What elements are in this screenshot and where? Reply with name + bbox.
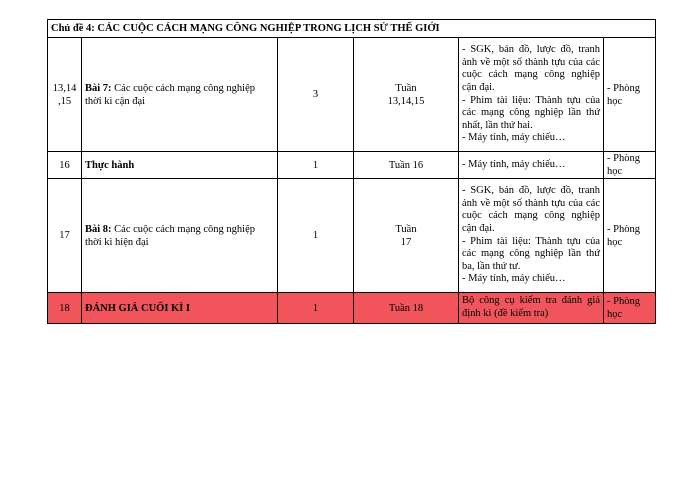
resource-item: - Phim tài liệu: Thành tựu của các mạng công nghiệp lần thứ ba, lần thứ tư. — [462, 235, 600, 272]
resources — [459, 152, 604, 179]
lesson-label: Bài 7: — [85, 82, 112, 94]
resource-item: - Phim tài liệu: Thành tựu của các mạng công nghiệp lần thứ nhất, lần thứ hai. — [462, 94, 600, 131]
lesson-number: 18 — [48, 293, 82, 324]
lesson-name: Các cuộc cách mạng công nghiệp thời kì cận đại — [85, 82, 255, 107]
periods: 1 — [278, 293, 354, 324]
lesson-label: ĐÁNH GIÁ CUỐI KÌ I — [85, 302, 191, 314]
topic-title: Chủ đề 4: CÁC CUỘC CÁCH MẠNG CÔNG NGHIỆP TRONG LỊCH SỬ THẾ GIỚI — [48, 20, 656, 38]
week-text: Tuần 13,14,15 — [387, 82, 425, 107]
lesson-title — [82, 38, 278, 152]
resource-item: - SGK, bản đồ, lược đồ, tranh ảnh về một số thành tựu của các cuộc cách mạng công nghiệp cận đại. — [462, 185, 600, 234]
periods: 3 — [278, 38, 354, 152]
resources — [459, 179, 604, 293]
place: - Phòng học — [604, 179, 656, 293]
resource-item: - Máy tính, máy chiếu… — [462, 158, 566, 170]
week: Tuần 18 — [354, 293, 459, 324]
lesson-number: 17 — [48, 179, 82, 293]
resource-item: - Máy tính, máy chiếu… — [462, 132, 566, 144]
resources — [459, 293, 604, 324]
table-row-highlighted — [48, 293, 656, 324]
week: Tuần 16 — [354, 152, 459, 179]
lesson-title — [82, 179, 278, 293]
place: - Phòng học — [604, 38, 656, 152]
table-row — [48, 179, 656, 293]
place: - Phòng học — [604, 152, 656, 179]
resource-item: - Máy tính, máy chiếu… — [462, 273, 566, 285]
week-text: Tuần 17 — [395, 223, 417, 248]
lesson-label: Bài 8: — [85, 223, 112, 235]
lesson-number: 16 — [48, 152, 82, 179]
lesson-number-text: 13,14 ,15 — [52, 82, 77, 107]
place: - Phòng học — [604, 293, 656, 324]
plan-table — [47, 19, 656, 324]
lesson-number — [48, 38, 82, 152]
topic-row — [48, 20, 656, 38]
periods: 1 — [278, 179, 354, 293]
resource-item: Bộ công cụ kiểm tra đánh giá định kì (đề kiểm tra) — [462, 295, 600, 319]
resources — [459, 38, 604, 152]
lesson-label: Thực hành — [85, 159, 135, 171]
table-row — [48, 38, 656, 152]
table-row — [48, 152, 656, 179]
week — [354, 38, 459, 152]
periods: 1 — [278, 152, 354, 179]
lesson-title — [82, 293, 278, 324]
resource-item: - SGK, bản đồ, lược đồ, tranh ảnh về một số thành tựu của các cuộc cách mạng công nghiệp cận đại. — [462, 44, 600, 93]
lesson-title — [82, 152, 278, 179]
lesson-name: Các cuộc cách mạng công nghiệp thời kì hiện đại — [85, 223, 255, 248]
week — [354, 179, 459, 293]
